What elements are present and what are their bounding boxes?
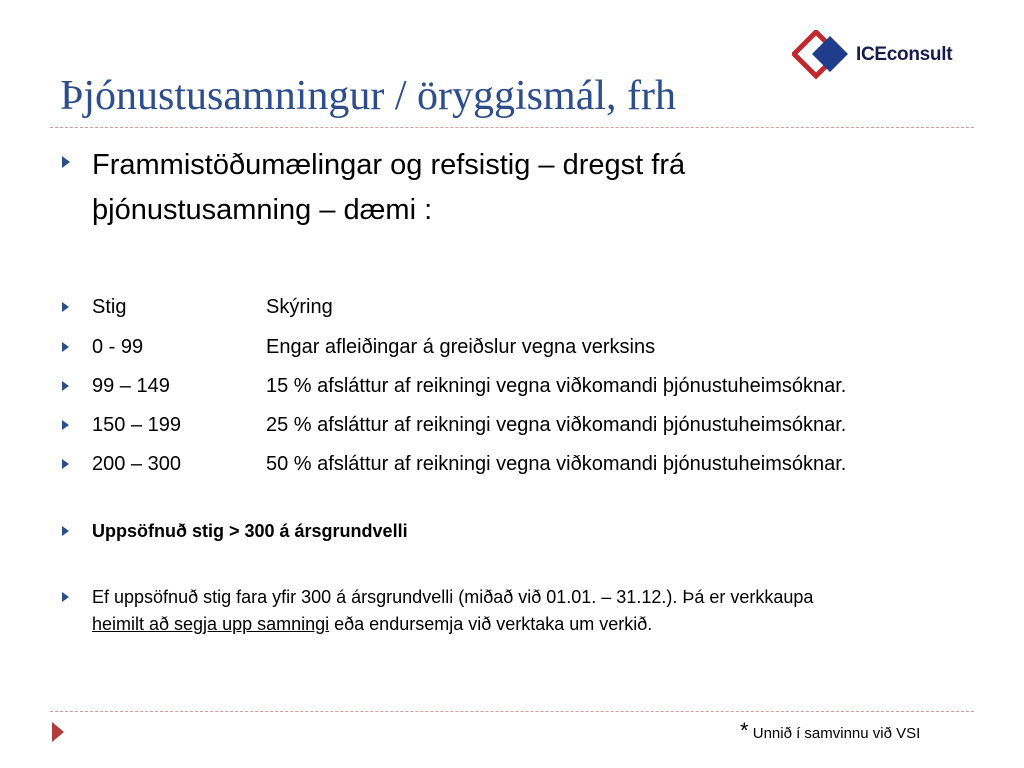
bullet-arrow-icon <box>62 526 69 536</box>
bullet-arrow-icon <box>62 592 69 602</box>
bullet-arrow-icon <box>62 381 69 391</box>
bullet-arrow-icon <box>62 459 69 469</box>
row-stig: 200 – 300 <box>92 453 181 475</box>
bullet-arrow-icon <box>62 342 69 352</box>
footer-divider <box>50 711 974 712</box>
row-skyring: 50 % afsláttur af reikningi vegna viðkomandi þjónustuheimsóknar. <box>266 453 847 475</box>
note-underlined: heimilt að segja upp samningi <box>92 614 330 634</box>
intro-line-2: þjónustusamning – dæmi : <box>92 194 433 226</box>
slide-title: Þjónustusamningur / öryggismál, frh <box>60 73 676 119</box>
intro-line-1: Frammistöðumælingar og refsistig – dregst frá <box>92 149 686 181</box>
row-stig: 99 – 149 <box>92 375 170 397</box>
slide-nav-arrow-icon[interactable] <box>52 722 64 742</box>
logo-diamond-icon <box>792 30 856 80</box>
accumulated-points: Uppsöfnuð stig > 300 á ársgrundvelli <box>92 521 408 541</box>
bullet-arrow-icon <box>62 302 69 312</box>
row-stig: 0 - 99 <box>92 336 144 358</box>
row-skyring: Engar afleiðingar á greiðslur vegna verksins <box>266 336 656 358</box>
bullet-arrow-icon <box>62 156 70 168</box>
title-divider <box>50 127 974 128</box>
footnote-star: * <box>740 718 749 743</box>
note-rest: eða endursemja við verktaka um verkið. <box>329 614 653 634</box>
row-skyring: 15 % afsláttur af reikningi vegna viðkomandi þjónustuheimsóknar. <box>266 375 847 397</box>
header-stig: Stig <box>92 296 127 318</box>
note-line-2 <box>92 614 652 635</box>
note-line-1: Ef uppsöfnuð stig fara yfir 300 á ársgrundvelli (miðað við 01.01. – 31.12.). Þá er verkkaupa <box>92 587 814 607</box>
bullet-arrow-icon <box>62 420 69 430</box>
header-skyring: Skýring <box>266 296 333 318</box>
row-stig: 150 – 199 <box>92 414 181 436</box>
row-skyring: 25 % afsláttur af reikningi vegna viðkomandi þjónustuheimsóknar. <box>266 414 847 436</box>
logo-text: ICEconsult <box>856 44 953 65</box>
footnote <box>740 718 920 744</box>
footnote-text: Unnið í samvinnu við VSI <box>748 725 921 742</box>
